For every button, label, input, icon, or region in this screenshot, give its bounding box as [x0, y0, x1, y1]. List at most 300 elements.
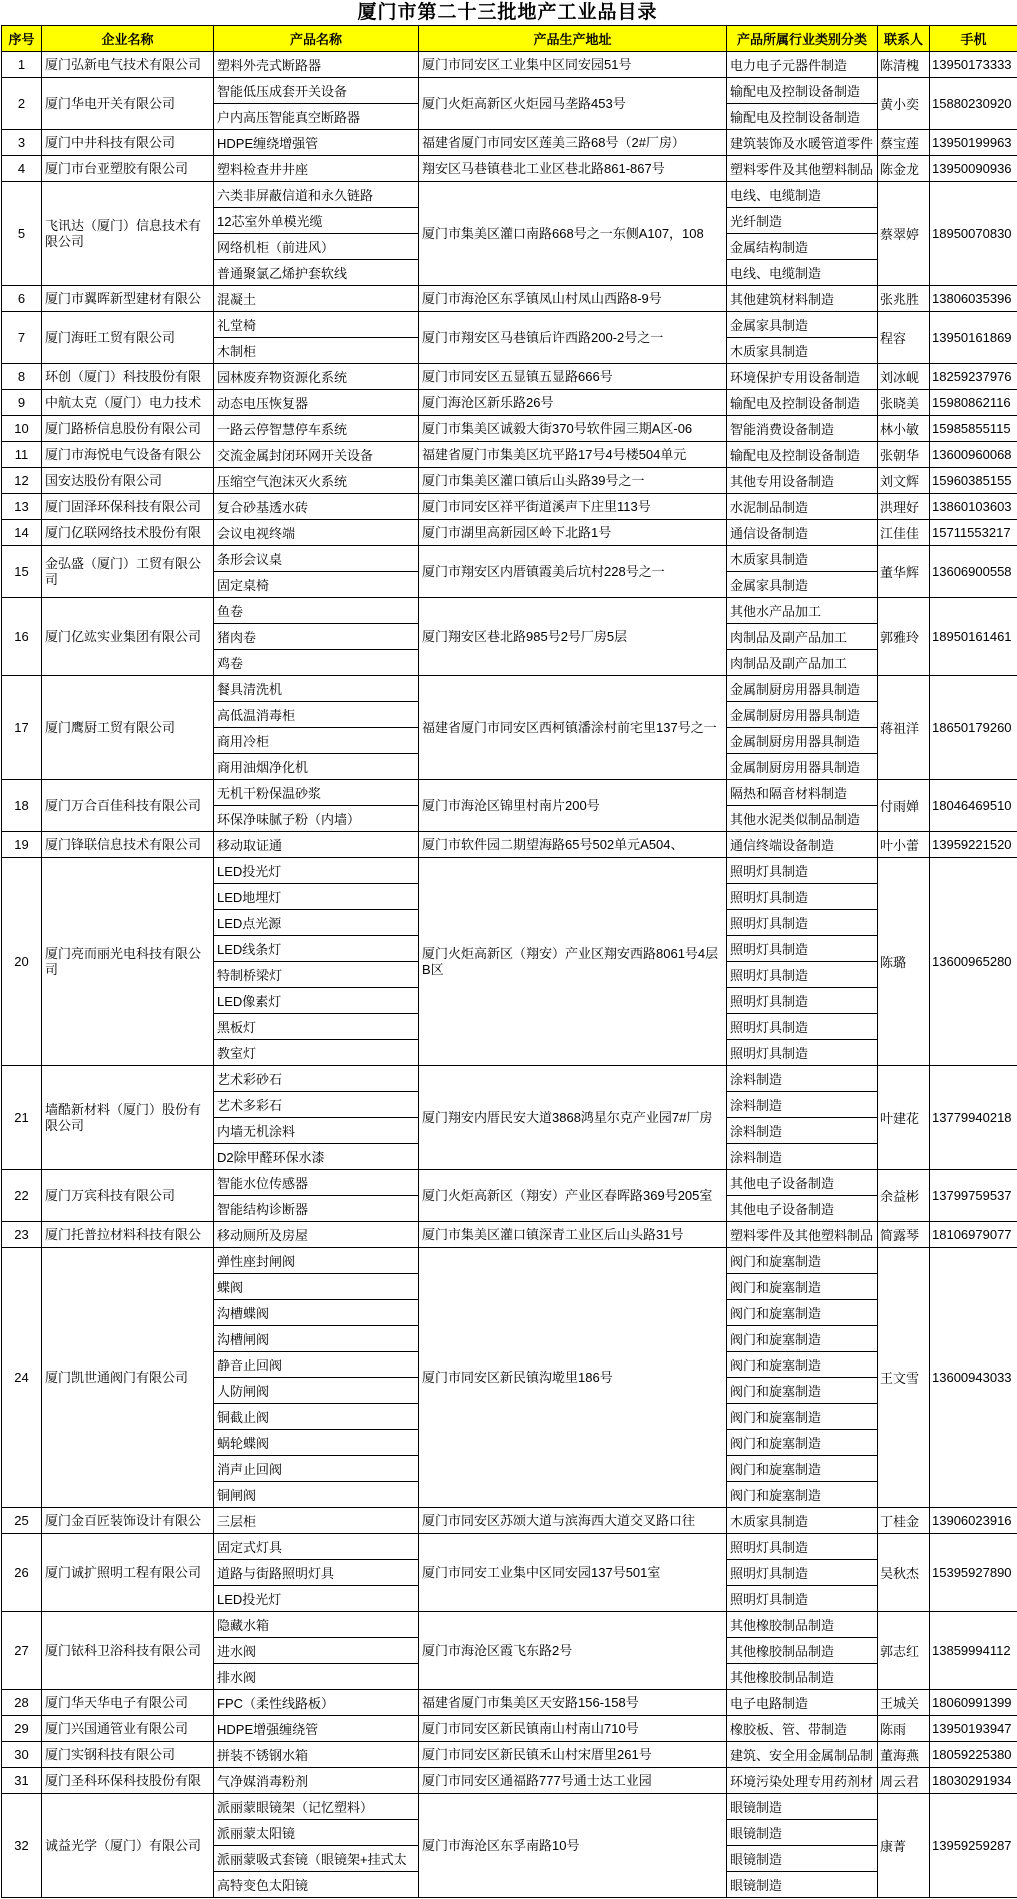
category-cell: 照明灯具制造 [727, 884, 878, 910]
company-cell: 厦门兴国通管业有限公司 [42, 1716, 214, 1742]
company-cell: 厦门诚扩照明工程有限公司 [42, 1534, 214, 1612]
category-cell: 照明灯具制造 [727, 858, 878, 884]
table-row [2, 1794, 1017, 1820]
company-cell: 墙酷新材料（厦门）股份有限公司 [42, 1066, 214, 1170]
address-cell: 厦门市软件园二期望海路65号502单元A504、 [419, 832, 727, 858]
product-cell: 户内高压智能真空断路器 [214, 104, 419, 130]
phone-cell: 13906023916 [930, 1508, 1017, 1534]
product-cell: 蝶阀 [214, 1274, 419, 1300]
phone-cell: 13959221520 [930, 832, 1017, 858]
company-cell: 诚益光学（厦门）有限公司 [42, 1794, 214, 1898]
product-cell: LED投光灯 [214, 1586, 419, 1612]
product-cell: 高特变色太阳镜 [214, 1872, 419, 1898]
address-cell: 厦门市海沧区霞飞东路2号 [419, 1612, 727, 1690]
product-cell: 普通聚氯乙烯护套软线 [214, 260, 419, 286]
product-cell: HDPE缠绕增强管 [214, 130, 419, 156]
company-cell: 国安达股份有限公司 [42, 468, 214, 494]
product-cell: 艺术彩砂石 [214, 1066, 419, 1092]
table-row [2, 676, 1017, 702]
category-cell: 输配电及控制设备制造 [727, 442, 878, 468]
product-cell: 智能水位传感器 [214, 1170, 419, 1196]
address-cell: 厦门市同安工业集中区同安园137号501室 [419, 1534, 727, 1612]
category-cell: 通信终端设备制造 [727, 832, 878, 858]
phone-cell: 15880230920 [930, 78, 1017, 130]
product-cell: 园林废弃物资源化系统 [214, 364, 419, 390]
contact-cell: 付雨婵 [878, 780, 930, 832]
company-cell: 厦门凯世通阀门有限公司 [42, 1248, 214, 1508]
table-row [2, 1508, 1017, 1534]
product-cell: 塑料外壳式断路器 [214, 52, 419, 78]
company-cell: 厦门实钢科技有限公司 [42, 1742, 214, 1768]
phone-cell: 13600965280 [930, 858, 1017, 1066]
product-cell: 静音止回阀 [214, 1352, 419, 1378]
product-cell: 会议电视终端 [214, 520, 419, 546]
contact-cell: 叶建花 [878, 1066, 930, 1170]
row-number-cell: 15 [2, 546, 42, 598]
table-row [2, 78, 1017, 104]
row-number-cell: 24 [2, 1248, 42, 1508]
table-row [2, 494, 1017, 520]
product-cell: 鸡卷 [214, 650, 419, 676]
phone-cell: 13950161869 [930, 312, 1017, 364]
phone-cell: 13859994112 [930, 1612, 1017, 1690]
contact-cell: 董海燕 [878, 1742, 930, 1768]
address-cell: 厦门市翔安区马巷镇后许西路200-2号之一 [419, 312, 727, 364]
category-cell: 阀门和旋塞制造 [727, 1482, 878, 1508]
phone-cell: 18030291934 [930, 1768, 1017, 1794]
address-cell: 厦门火炬高新区火炬园马垄路453号 [419, 78, 727, 130]
category-cell: 其他电子设备制造 [727, 1170, 878, 1196]
category-cell: 涂料制造 [727, 1092, 878, 1118]
column-header-address: 产品生产地址 [419, 26, 727, 52]
address-cell: 厦门市海沧区锦里村南片200号 [419, 780, 727, 832]
product-cell: 一路云停智慧停车系统 [214, 416, 419, 442]
product-cell: 黑板灯 [214, 1014, 419, 1040]
category-cell: 其他电子设备制造 [727, 1196, 878, 1222]
product-cell: 礼堂椅 [214, 312, 419, 338]
table-row [2, 780, 1017, 806]
product-cell: 塑料检查井井座 [214, 156, 419, 182]
table-row [2, 286, 1017, 312]
row-number-cell: 32 [2, 1794, 42, 1898]
table-row [2, 598, 1017, 624]
product-cell: 沟槽闸阀 [214, 1326, 419, 1352]
table-row [2, 1742, 1017, 1768]
table-row [2, 416, 1017, 442]
address-cell: 厦门市同安区通福路777号通士达工业园 [419, 1768, 727, 1794]
product-cell: 排水阀 [214, 1664, 419, 1690]
category-cell: 光纤制造 [727, 208, 878, 234]
company-cell: 厦门固泽环保科技有限公司 [42, 494, 214, 520]
table-row [2, 832, 1017, 858]
product-cell: 猪肉卷 [214, 624, 419, 650]
column-header-company: 企业名称 [42, 26, 214, 52]
category-cell: 眼镜制造 [727, 1872, 878, 1898]
table-header-row [2, 26, 1017, 52]
category-cell: 阀门和旋塞制造 [727, 1352, 878, 1378]
row-number-cell: 17 [2, 676, 42, 780]
category-cell: 金属制厨房用器具制造 [727, 676, 878, 702]
product-cell: 智能低压成套开关设备 [214, 78, 419, 104]
row-number-cell: 18 [2, 780, 42, 832]
product-cell: LED投光灯 [214, 858, 419, 884]
contact-cell: 程容 [878, 312, 930, 364]
category-cell: 照明灯具制造 [727, 962, 878, 988]
category-cell: 其他专用设备制造 [727, 468, 878, 494]
category-cell: 橡胶板、管、带制造 [727, 1716, 878, 1742]
table-row [2, 156, 1017, 182]
contact-cell: 刘冰岘 [878, 364, 930, 390]
contact-cell: 蔡翠婷 [878, 182, 930, 286]
table-row [2, 442, 1017, 468]
table-row [2, 1248, 1017, 1274]
address-cell: 厦门市集美区灌口镇深青工业区后山头路31号 [419, 1222, 727, 1248]
column-header-product: 产品名称 [214, 26, 419, 52]
contact-cell: 黄小奕 [878, 78, 930, 130]
company-cell: 厦门金百匠装饰设计有限公 [42, 1508, 214, 1534]
address-cell: 翔安区马巷镇巷北工业区巷北路861-867号 [419, 156, 727, 182]
phone-cell: 15980862116 [930, 390, 1017, 416]
product-cell: 12芯室外单模光缆 [214, 208, 419, 234]
category-cell: 阀门和旋塞制造 [727, 1274, 878, 1300]
row-number-cell: 16 [2, 598, 42, 676]
address-cell: 福建省厦门市同安区西柯镇潘涂村前宅里137号之一 [419, 676, 727, 780]
company-cell: 厦门华电开关有限公司 [42, 78, 214, 130]
products-table [1, 25, 1017, 1898]
row-number-cell: 6 [2, 286, 42, 312]
category-cell: 阀门和旋塞制造 [727, 1378, 878, 1404]
table-row [2, 182, 1017, 208]
product-cell: 混凝土 [214, 286, 419, 312]
product-cell: 蜗轮蝶阀 [214, 1430, 419, 1456]
company-cell: 厦门锋联信息技术有限公司 [42, 832, 214, 858]
category-cell: 阀门和旋塞制造 [727, 1326, 878, 1352]
column-header-contact: 联系人 [878, 26, 930, 52]
product-cell: 固定式灯具 [214, 1534, 419, 1560]
category-cell: 其他橡胶制品制造 [727, 1664, 878, 1690]
contact-cell: 王文雪 [878, 1248, 930, 1508]
phone-cell: 13799759537 [930, 1170, 1017, 1222]
table-row [2, 546, 1017, 572]
product-cell: 餐具清洗机 [214, 676, 419, 702]
row-number-cell: 28 [2, 1690, 42, 1716]
table-row [2, 520, 1017, 546]
category-cell: 电力电子元器件制造 [727, 52, 878, 78]
product-cell: 商用油烟净化机 [214, 754, 419, 780]
table-row [2, 1768, 1017, 1794]
phone-cell: 13950173333 [930, 52, 1017, 78]
row-number-cell: 31 [2, 1768, 42, 1794]
contact-cell: 江佳佳 [878, 520, 930, 546]
column-header-category: 产品所属行业类别分类 [727, 26, 878, 52]
product-cell: 道路与街路照明灯具 [214, 1560, 419, 1586]
category-cell: 其他橡胶制品制造 [727, 1612, 878, 1638]
product-cell: 动态电压恢复器 [214, 390, 419, 416]
table-row [2, 1612, 1017, 1638]
phone-cell: 13779940218 [930, 1066, 1017, 1170]
product-cell: LED线条灯 [214, 936, 419, 962]
row-number-cell: 25 [2, 1508, 42, 1534]
address-cell: 厦门市海沧区东孚南路10号 [419, 1794, 727, 1898]
table-row [2, 1222, 1017, 1248]
row-number-cell: 10 [2, 416, 42, 442]
address-cell: 厦门市同安区新民镇禾山村宋厝里261号 [419, 1742, 727, 1768]
company-cell: 厦门亮而丽光电科技有限公司 [42, 858, 214, 1066]
category-cell: 电线、电缆制造 [727, 182, 878, 208]
category-cell: 照明灯具制造 [727, 1560, 878, 1586]
category-cell: 其他水泥类似制品制造 [727, 806, 878, 832]
category-cell: 输配电及控制设备制造 [727, 104, 878, 130]
category-cell: 电线、电缆制造 [727, 260, 878, 286]
company-cell: 飞讯达（厦门）信息技术有限公司 [42, 182, 214, 286]
category-cell: 阀门和旋塞制造 [727, 1456, 878, 1482]
table-body [2, 52, 1017, 1898]
product-cell: 三层柜 [214, 1508, 419, 1534]
row-number-cell: 14 [2, 520, 42, 546]
category-cell: 其他橡胶制品制造 [727, 1638, 878, 1664]
address-cell: 福建省厦门市集美区天安路156-158号 [419, 1690, 727, 1716]
category-cell: 眼镜制造 [727, 1846, 878, 1872]
contact-cell: 洪理好 [878, 494, 930, 520]
address-cell: 厦门市同安区祥平街道溪声下庄里113号 [419, 494, 727, 520]
product-cell: 环保净味腻子粉（内墙） [214, 806, 419, 832]
contact-cell: 张朝华 [878, 442, 930, 468]
product-cell: 沟槽蝶阀 [214, 1300, 419, 1326]
contact-cell: 余益彬 [878, 1170, 930, 1222]
category-cell: 其他建筑材料制造 [727, 286, 878, 312]
contact-cell: 王城关 [878, 1690, 930, 1716]
product-cell: 弹性座封闸阀 [214, 1248, 419, 1274]
category-cell: 肉制品及副产品加工 [727, 650, 878, 676]
table-row [2, 1170, 1017, 1196]
phone-cell: 18046469510 [930, 780, 1017, 832]
contact-cell: 陈璐 [878, 858, 930, 1066]
category-cell: 隔热和隔音材料制造 [727, 780, 878, 806]
category-cell: 肉制品及副产品加工 [727, 624, 878, 650]
phone-cell: 13950193947 [930, 1716, 1017, 1742]
row-number-cell: 21 [2, 1066, 42, 1170]
company-cell: 厦门市台亚塑胶有限公司 [42, 156, 214, 182]
address-cell: 厦门市同安区新民镇沟墘里186号 [419, 1248, 727, 1508]
category-cell: 输配电及控制设备制造 [727, 390, 878, 416]
row-number-cell: 27 [2, 1612, 42, 1690]
row-number-cell: 12 [2, 468, 42, 494]
product-cell: 移动厕所及房屋 [214, 1222, 419, 1248]
contact-cell: 郭雅玲 [878, 598, 930, 676]
row-number-cell: 29 [2, 1716, 42, 1742]
category-cell: 阀门和旋塞制造 [727, 1248, 878, 1274]
product-cell: 隐藏水箱 [214, 1612, 419, 1638]
address-cell: 厦门翔安区巷北路985号2号厂房5层 [419, 598, 727, 676]
address-cell: 厦门市翔安区内厝镇霞美后坑村228号之一 [419, 546, 727, 598]
table-row [2, 312, 1017, 338]
category-cell: 塑料零件及其他塑料制品 [727, 1222, 878, 1248]
product-cell: 教室灯 [214, 1040, 419, 1066]
product-cell: 鱼卷 [214, 598, 419, 624]
row-number-cell: 4 [2, 156, 42, 182]
product-cell: HDPE增强缠绕管 [214, 1716, 419, 1742]
contact-cell: 吴秋杰 [878, 1534, 930, 1612]
contact-cell: 张晓美 [878, 390, 930, 416]
phone-cell: 13606900558 [930, 546, 1017, 598]
row-number-cell: 19 [2, 832, 42, 858]
table-row [2, 390, 1017, 416]
phone-cell: 13950199963 [930, 130, 1017, 156]
phone-cell: 15711553217 [930, 520, 1017, 546]
category-cell: 塑料零件及其他塑料制品 [727, 156, 878, 182]
contact-cell: 蒋祖洋 [878, 676, 930, 780]
category-cell: 其他水产品加工 [727, 598, 878, 624]
phone-cell: 13806035396 [930, 286, 1017, 312]
category-cell: 金属制厨房用器具制造 [727, 728, 878, 754]
phone-cell: 15395927890 [930, 1534, 1017, 1612]
company-cell: 厦门市海悦电气设备有限公 [42, 442, 214, 468]
category-cell: 水泥制品制造 [727, 494, 878, 520]
row-number-cell: 5 [2, 182, 42, 286]
address-cell: 厦门市集美区灌口南路668号之一东侧A107，108 [419, 182, 727, 286]
row-number-cell: 2 [2, 78, 42, 130]
category-cell: 照明灯具制造 [727, 1534, 878, 1560]
phone-cell: 13959259287 [930, 1794, 1017, 1898]
row-number-cell: 7 [2, 312, 42, 364]
product-cell: LED像素灯 [214, 988, 419, 1014]
address-cell: 厦门市集美区灌口镇后山头路39号之一 [419, 468, 727, 494]
row-number-cell: 9 [2, 390, 42, 416]
address-cell: 厦门市集美区诚毅大街370号软件园三期A区-06 [419, 416, 727, 442]
contact-cell: 蔡宝莲 [878, 130, 930, 156]
product-cell: 拼装不锈钢水箱 [214, 1742, 419, 1768]
category-cell: 木质家具制造 [727, 1508, 878, 1534]
category-cell: 涂料制造 [727, 1118, 878, 1144]
product-cell: 派丽蒙太阳镜 [214, 1820, 419, 1846]
table-row [2, 364, 1017, 390]
company-cell: 厦门鹰厨工贸有限公司 [42, 676, 214, 780]
product-cell: 网络机柜（前进风） [214, 234, 419, 260]
category-cell: 木质家具制造 [727, 546, 878, 572]
company-cell: 厦门海旺工贸有限公司 [42, 312, 214, 364]
category-cell: 涂料制造 [727, 1066, 878, 1092]
phone-cell: 13600960068 [930, 442, 1017, 468]
company-cell: 厦门万宾科技有限公司 [42, 1170, 214, 1222]
company-cell: 厦门亿竑实业集团有限公司 [42, 598, 214, 676]
contact-cell: 陈雨 [878, 1716, 930, 1742]
product-cell: 固定桌椅 [214, 572, 419, 598]
category-cell: 照明灯具制造 [727, 988, 878, 1014]
company-cell: 厦门中井科技有限公司 [42, 130, 214, 156]
product-cell: FPC（柔性线路板） [214, 1690, 419, 1716]
company-cell: 厦门托普拉材料科技有限公 [42, 1222, 214, 1248]
phone-cell: 18259237976 [930, 364, 1017, 390]
row-number-cell: 3 [2, 130, 42, 156]
company-cell: 厦门铱科卫浴科技有限公司 [42, 1612, 214, 1690]
category-cell: 金属制厨房用器具制造 [727, 754, 878, 780]
category-cell: 阀门和旋塞制造 [727, 1404, 878, 1430]
product-cell: 气净媒消毒粉剂 [214, 1768, 419, 1794]
category-cell: 金属家具制造 [727, 572, 878, 598]
address-cell: 福建省厦门市同安区莲美三路68号（2#厂房） [419, 130, 727, 156]
company-cell: 厦门华天华电子有限公司 [42, 1690, 214, 1716]
phone-cell: 18950161461 [930, 598, 1017, 676]
contact-cell: 叶小蕾 [878, 832, 930, 858]
category-cell: 照明灯具制造 [727, 1014, 878, 1040]
column-header-index: 序号 [2, 26, 42, 52]
address-cell: 厦门海沧区新乐路26号 [419, 390, 727, 416]
product-cell: 特制桥梁灯 [214, 962, 419, 988]
product-cell: 艺术多彩石 [214, 1092, 419, 1118]
company-cell: 厦门市翼晖新型建材有限公 [42, 286, 214, 312]
company-cell: 中航太克（厦门）电力技术 [42, 390, 214, 416]
contact-cell: 简露琴 [878, 1222, 930, 1248]
phone-cell: 13860103603 [930, 494, 1017, 520]
phone-cell: 13950090936 [930, 156, 1017, 182]
category-cell: 照明灯具制造 [727, 1586, 878, 1612]
product-cell: 木制柜 [214, 338, 419, 364]
product-cell: 复合砂基透水砖 [214, 494, 419, 520]
table-row [2, 1690, 1017, 1716]
category-cell: 金属家具制造 [727, 312, 878, 338]
company-cell: 厦门路桥信息股份有限公司 [42, 416, 214, 442]
row-number-cell: 22 [2, 1170, 42, 1222]
category-cell: 金属制厨房用器具制造 [727, 702, 878, 728]
row-number-cell: 26 [2, 1534, 42, 1612]
product-cell: LED地埋灯 [214, 884, 419, 910]
product-cell: 智能结构诊断器 [214, 1196, 419, 1222]
category-cell: 通信设备制造 [727, 520, 878, 546]
product-cell: 无机干粉保温砂浆 [214, 780, 419, 806]
company-cell: 金弘盛（厦门）工贸有限公司 [42, 546, 214, 598]
page-title: 厦门市第二十三批地产工业品目录 [357, 2, 658, 23]
table-row [2, 1534, 1017, 1560]
address-cell: 厦门市同安区苏颂大道与滨海西大道交叉路口往 [419, 1508, 727, 1534]
category-cell: 金属结构制造 [727, 234, 878, 260]
address-cell: 厦门市同安区新民镇南山村南山710号 [419, 1716, 727, 1742]
table-row [2, 1066, 1017, 1092]
phone-cell: 15985855115 [930, 416, 1017, 442]
address-cell: 厦门翔安内厝民安大道3868鸿星尔克产业园7#厂房 [419, 1066, 727, 1170]
contact-cell: 董华辉 [878, 546, 930, 598]
address-cell: 厦门市湖里高新园区岭下北路1号 [419, 520, 727, 546]
category-cell: 木质家具制造 [727, 338, 878, 364]
category-cell: 环境污染处理专用药剂材 [727, 1768, 878, 1794]
row-number-cell: 1 [2, 52, 42, 78]
category-cell: 照明灯具制造 [727, 910, 878, 936]
category-cell: 建筑、安全用金属制品制 [727, 1742, 878, 1768]
table-row [2, 1716, 1017, 1742]
product-cell: 六类非屏蔽信道和永久链路 [214, 182, 419, 208]
product-cell: 条形会议桌 [214, 546, 419, 572]
phone-cell: 18106979077 [930, 1222, 1017, 1248]
contact-cell: 刘文辉 [878, 468, 930, 494]
address-cell: 厦门火炬高新区（翔安）产业区翔安西路8061号4层B区 [419, 858, 727, 1066]
product-cell: 内墙无机涂料 [214, 1118, 419, 1144]
contact-cell: 陈金龙 [878, 156, 930, 182]
address-cell: 厦门火炬高新区（翔安）产业区春晖路369号205室 [419, 1170, 727, 1222]
row-number-cell: 23 [2, 1222, 42, 1248]
row-number-cell: 13 [2, 494, 42, 520]
contact-cell: 康菁 [878, 1794, 930, 1898]
category-cell: 眼镜制造 [727, 1820, 878, 1846]
address-cell: 福建省厦门市集美区坑平路17号4号楼504单元 [419, 442, 727, 468]
product-cell: 商用冷柜 [214, 728, 419, 754]
table-row [2, 468, 1017, 494]
product-cell: 压缩空气泡沫灭火系统 [214, 468, 419, 494]
contact-cell: 周云君 [878, 1768, 930, 1794]
product-cell: 交流金属封闭环网开关设备 [214, 442, 419, 468]
product-cell: 铜截止阀 [214, 1404, 419, 1430]
category-cell: 智能消费设备制造 [727, 416, 878, 442]
category-cell: 环境保护专用设备制造 [727, 364, 878, 390]
phone-cell: 18650179260 [930, 676, 1017, 780]
